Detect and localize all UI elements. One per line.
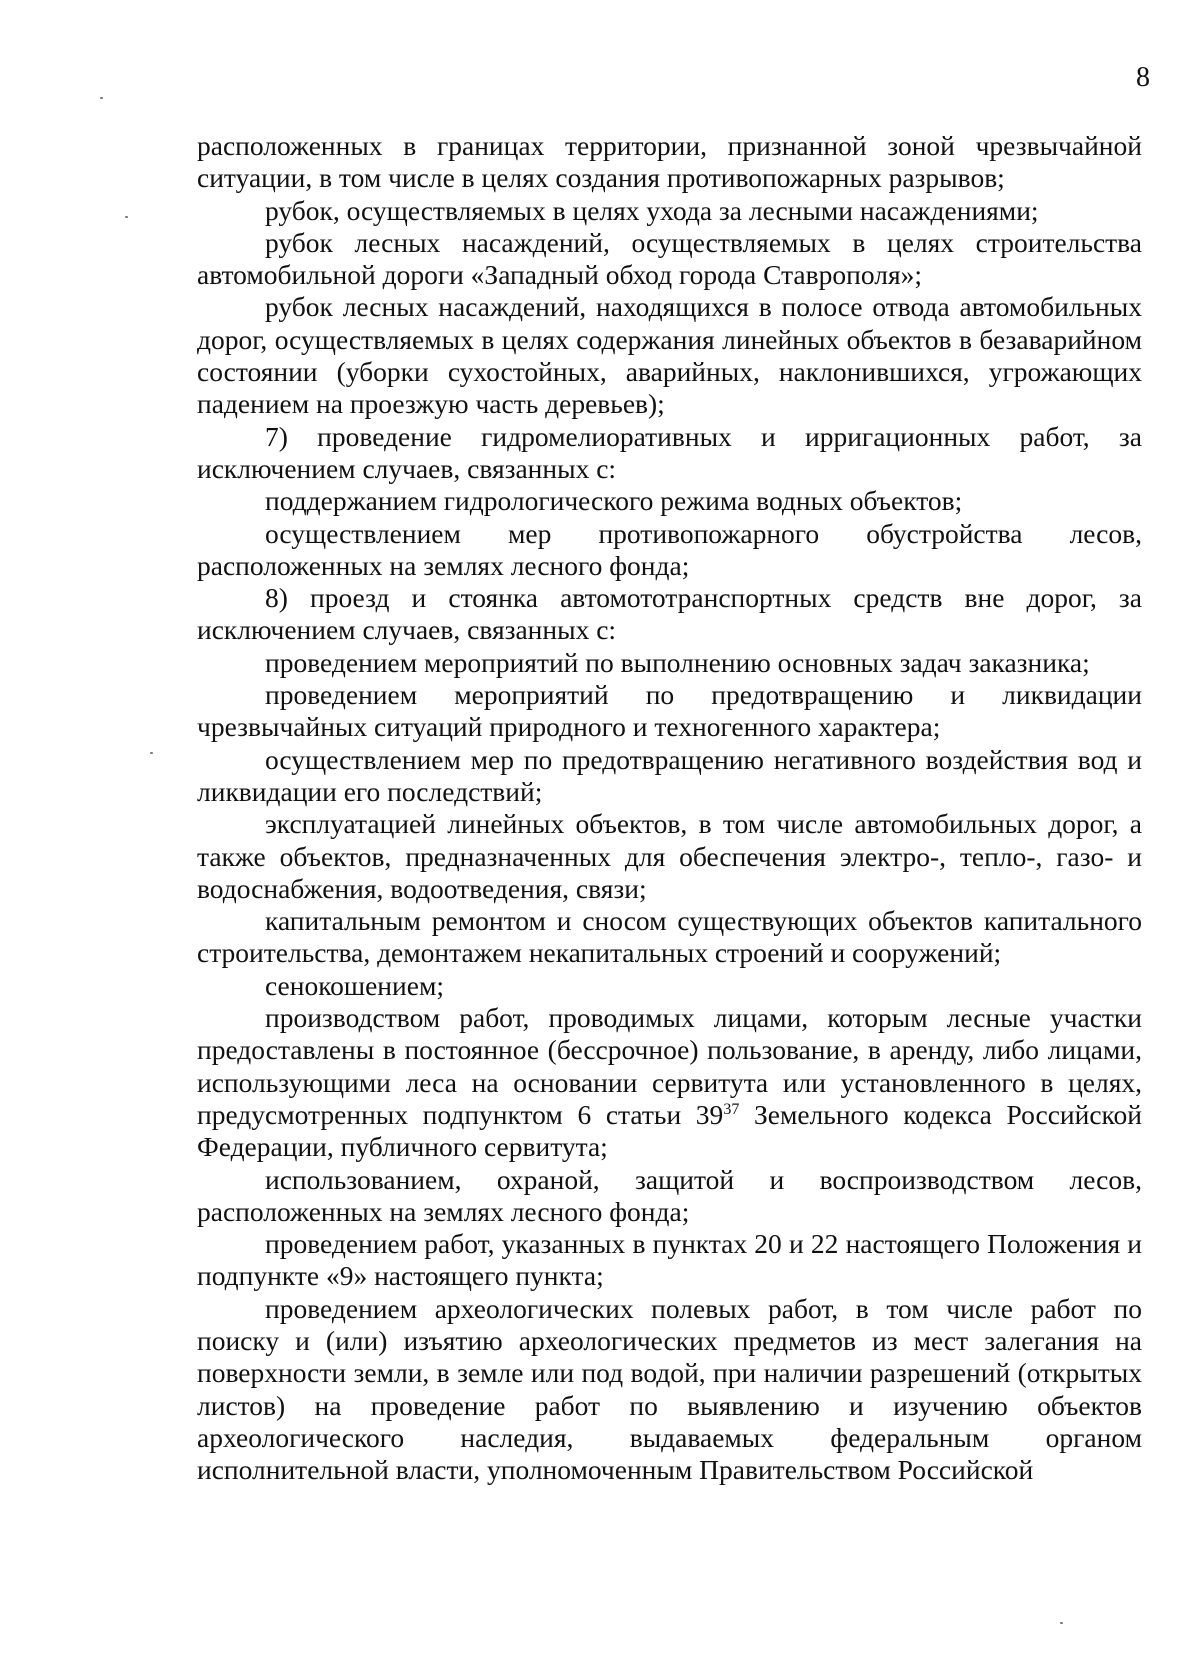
paragraph: рубок лесных насаждений, находящихся в полосе отвода автомобильных дорог, осуществляемых в целях содержания линейных объектов в безаварийном состоянии (уборки сухостойных, аварийных, наклонившихся, угрожающих падением на проезжую часть деревьев); [197, 291, 1142, 420]
page-number: 8 [1136, 62, 1150, 93]
paragraph: эксплуатацией линейных объектов, в том числе автомобильных дорог, а также объектов, предназначенных для обеспечения электро-, тепло-, газо- и водоснабжения, водоотведения, связи; [197, 808, 1142, 904]
scan-speck [125, 216, 128, 218]
paragraph-continuation: расположенных в границах территории, признанной зоной чрезвычайной ситуации, в том числе в целях создания противопожарных разрывов; [197, 130, 1142, 194]
paragraph: проведением археологических полевых работ, в том числе работ по поиску и (или) изъятию археологических предметов из мест залегания на поверхности земли, в земле или под водой, при наличии разрешений (открытых листов) на проведение работ по выявлению и изучению объектов археологического наследия, выдаваемых федеральным органом исполнительной власти, уполномоченным Правительством Российской [197, 1292, 1142, 1486]
servitude-text-before: производством работ, проводимых лицами, которым лесные участки предоставлены в постоянное (бессрочное) пользование, в аренду, либо лицами, использующими леса на основании сервитута или установленного в целях, предусмотренных подпунктом 6 статьи 39 [197, 1002, 1142, 1130]
scan-speck [100, 97, 103, 99]
paragraph: проведением мероприятий по выполнению основных задач заказника; [265, 646, 1090, 678]
paragraph: рубок, осуществляемых в целях ухода за лесными насаждениями; [265, 194, 1039, 226]
scan-speck [150, 752, 153, 754]
paragraph: осуществлением мер противопожарного обустройства лесов, расположенных на землях лесного фонда; [197, 517, 1142, 581]
paragraph: осуществлением мер по предотвращению негативного воздействия вод и ликвидации его последствий; [197, 743, 1142, 807]
paragraph: капитальным ремонтом и сносом существующих объектов капитального строительства, демонтажем некапитальных строений и сооружений; [197, 905, 1142, 969]
paragraph: рубок лесных насаждений, осуществляемых в целях строительства автомобильной дороги «Западный обход города Ставрополя»; [197, 226, 1142, 291]
servitude-text-after: Земельного кодекса Российской Федерации, публичного сервитута; [197, 1098, 1142, 1163]
document-body [197, 130, 1142, 1486]
paragraph-servitude [197, 1002, 1142, 1163]
paragraph: использованием, охраной, защитой и воспроизводством лесов, расположенных на землях лесного фонда; [197, 1163, 1142, 1227]
paragraph: проведением мероприятий по предотвращению и ликвидации чрезвычайных ситуаций природного и техногенного характера; [197, 679, 1142, 743]
paragraph: сенокошением; [265, 969, 444, 1001]
paragraph: проведением работ, указанных в пунктах 20 и 22 настоящего Положения и подпункте «9» настоящего пункта; [197, 1228, 1142, 1292]
scan-speck [1060, 1622, 1063, 1624]
paragraph-item-8: 8) проезд и стоянка автомототранспортных средств вне дорог, за исключением случаев, связанных с: [197, 582, 1142, 646]
paragraph-item-7: 7) проведение гидромелиоративных и ирригационных работ, за исключением случаев, связанных с: [197, 420, 1142, 484]
paragraph: поддержанием гидрологического режима водных объектов; [265, 485, 963, 517]
article-superscript: 37 [723, 1100, 740, 1118]
